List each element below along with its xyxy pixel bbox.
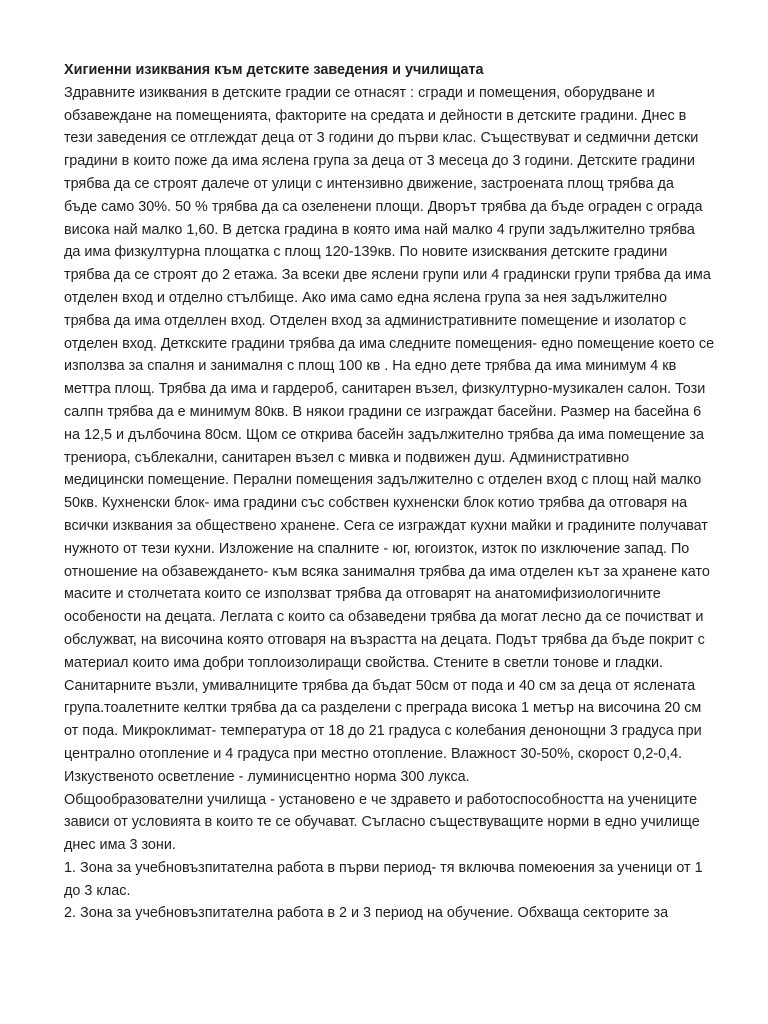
text-line: на 12,5 и дълбочина 80см. Щом се открива басейн задължително трябва да има помещение за: [64, 426, 705, 443]
text-line: нужното от тези кухни. Изложение на спалните - юг, югоизток, изток по изключение запад. По: [64, 540, 690, 557]
document-title: Хигиенни изиквания към детските заведения и училищата: [64, 62, 484, 78]
text-line: използва за спалня и занималня с площ 100 кв . На едно дете трябва да има минимум 4 кв: [64, 358, 677, 375]
text-line: градини в които поже да има яслена група за деца от 3 месеца до 3 години. Детските градини: [64, 153, 695, 170]
text-line: до 3 клас.: [64, 882, 131, 899]
text-line: от пода. Микроклимат- температура от 18 до 21 градуса с колебания денонощни 3 градуса при: [64, 723, 702, 740]
text-line: отношение на обзавеждането- към всяка занималня трябва да има отделен кът за хранене като: [64, 563, 710, 580]
text-line: трябва да се строят далече от улици с интензивно движение, застроената площ трябва да: [64, 175, 674, 192]
text-line: бъде само 30%. 50 % трябва да са озеленени площи. Дворът трябва да бъде ограден с ограда: [64, 198, 703, 215]
paragraph: [64, 789, 714, 857]
text-line: централно отопление и 4 градуса при местно отопление. Влажност 30-50%, скорост 0,2-0,4.: [64, 745, 683, 762]
text-line: Здравните изиквания в детските градии се отнасят : сгради и помещения, оборудване и: [64, 84, 655, 101]
text-line: меттра площ. Трябва да има и гардероб, санитарен възел, физкултурно-музикален салон. Този: [64, 381, 706, 398]
text-line: обзавеждане на помещенията, факторите на средата и дейности в детските градини. Днес в: [64, 107, 687, 124]
text-line: Изкуственото осветление - луминисцентно норма 300 лукса.: [64, 768, 470, 785]
document-page: [64, 59, 714, 925]
text-line: салпн трябва да е минимум 80кв. В някои градини се изграждат басейни. Размер на басейна 6: [64, 403, 702, 420]
text-line: да има физкултурна площатка с площ 120-139кв. По новите изисквания детските градини: [64, 244, 668, 261]
paragraph: [64, 902, 714, 925]
text-line: обслужват, на височина която отговаря на възрастта на децата. Подът трябва да бъде покрит с: [64, 631, 705, 648]
text-line: днес има 3 зони.: [64, 837, 176, 854]
text-line: трябва да има отделлен вход. Отделен вход за административните помещение и изолатор с: [64, 312, 687, 329]
text-line: висока най малко 1,60. В детска градина в която има най малко 4 групи задължително трябва: [64, 221, 695, 238]
text-line: група.тоалетните келтки трябва да са разделени с преграда висока 1 метър на височина 20 см: [64, 700, 702, 717]
paragraph: [64, 82, 714, 789]
text-line: 2. Зона за учебновъзпитателна работа в 2 и 3 период на обучение. Обхваща секторите за: [64, 905, 669, 922]
text-line: трябва да се строят до 2 етажа. За всеки две яслени групи или 4 градински групи трябва да има: [64, 267, 711, 284]
text-line: 50кв. Кухненски блок- има градини със собствен кухненски блок котио трябва да отговаря на: [64, 495, 688, 512]
text-line: Общообразователни училища - установено е че здравето и работоспособността на учениците: [64, 791, 698, 808]
text-line: медицински помещение. Перални помещения задължително с отделен вход с площ най малко: [64, 472, 702, 489]
text-line: тези заведения се отглеждат деца от 3 години до първи клас. Съществуват и седмични детски: [64, 130, 699, 147]
paragraph: [64, 857, 714, 903]
text-line: отделен вход. Деткските градини трябва да има следните помещения- едно помещение което се: [64, 335, 715, 352]
text-line: масите и столчетата които се използват трябва да отговарят на анатомифизиологичните: [64, 586, 661, 603]
text-line: трениора, съблекални, санитарен възел с мивка и подвижен душ. Административно: [64, 449, 630, 466]
document-body: [64, 82, 714, 925]
text-line: отделен вход и отделно стълбище. Ако има само една яслена група за нея задължително: [64, 289, 667, 306]
text-line: материал които има добри топлоизолиращи свойства. Стените в светли тонове и гладки.: [64, 654, 664, 671]
text-line: Санитарните възли, умивалниците трябва да бъдат 50см от пода и 40 см за деца от яслената: [64, 677, 696, 694]
text-line: зависи от условията в които те се обучават. Съгласно съществуващите норми в едно училище: [64, 814, 700, 831]
text-line: 1. Зона за учебновъзпитателна работа в първи период- тя включва помеюения за ученици от 1: [64, 859, 703, 876]
text-line: особености на децата. Леглата с които са обзаведени трябва да могат лесно да се почистват и: [64, 609, 704, 626]
text-line: всички изквания за обществено хранене. Сега се изграждат кухни майки и градините получават: [64, 517, 708, 534]
